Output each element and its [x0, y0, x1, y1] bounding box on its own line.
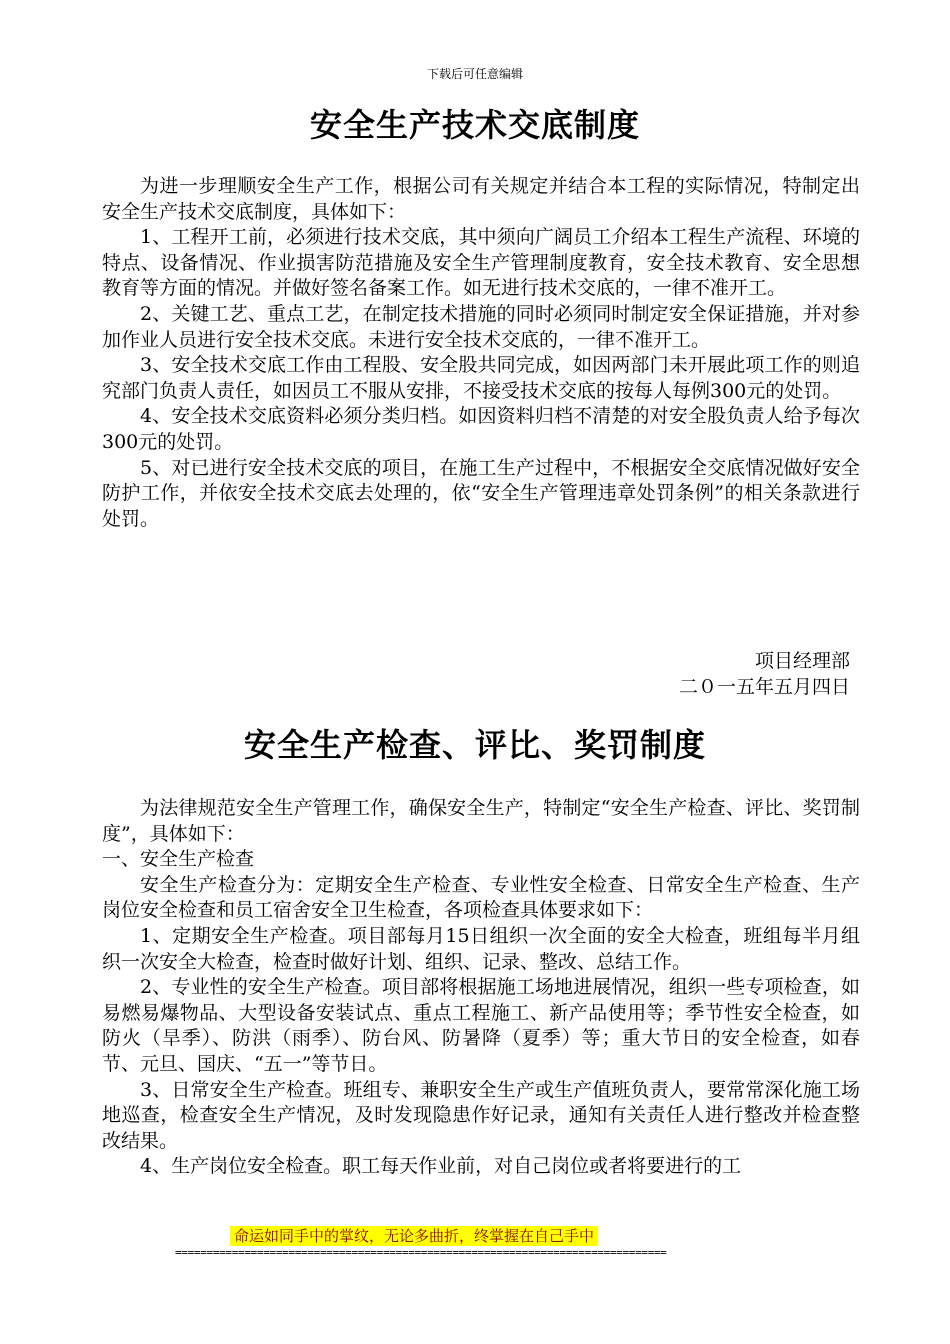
paragraph: 安全生产检查分为：定期安全生产检查、专业性安全检查、日常安全生产检查、生产岗位安全检查和员工宿舍安全卫生检查，各项检查具体要求如下：	[102, 873, 860, 922]
paragraph: 1、定期安全生产检查。项目部每月15日组织一次全面的安全大检查，班组每半月组织一次安全大检查，检查时做好计划、组织、记录、整改、总结工作。	[102, 924, 860, 973]
paragraph: 2、关键工艺、重点工艺，在制定技术措施的同时必须同时制定安全保证措施，并对参加作业人员进行安全技术交底。未进行安全技术交底的，一律不准开工。	[102, 302, 860, 351]
technical-briefing-body	[102, 174, 860, 532]
document-title-safety-inspection: 安全生产检查、评比、奖罚制度	[243, 726, 706, 764]
paragraph: 3、日常安全生产检查。班组专、兼职安全生产或生产值班负责人，要常常深化施工场地巡查，检查安全生产情况，及时发现隐患作好记录，通知有关责任人进行整改并检查整改结果。	[102, 1078, 860, 1152]
footer-motto: 命运如同手中的掌纹，无论多曲折，终掌握在自己手中	[230, 1226, 598, 1246]
paragraph: 1、工程开工前，必须进行技术交底，其中须向广阔员工介绍本工程生产流程、环境的特点、设备情况、作业损害防范措施及安全生产管理制度教育，安全技术教育、安全思想教育等方面的情况。并做好签名备案工作。如无进行技术交底的，一律不准开工。	[102, 226, 860, 300]
footer-divider: ==============================================================================	[175, 1246, 667, 1259]
paragraph: 4、安全技术交底资料必须分类归档。如因资料归档不清楚的对安全股负责人给予每次300元的处罚。	[102, 405, 860, 453]
paragraph: 3、安全技术交底工作由工程股、安全股共同完成，如因两部门未开展此项工作的则追究部门负责人责任，如因员工不服从安排，不接受技术交底的按每人每例300元的处罚。	[102, 354, 860, 402]
paragraph: 为法律规范安全生产管理工作，确保安全生产，特制定“安全生产检查、评比、奖罚制度”，具体如下：	[102, 797, 860, 845]
paragraph: 4、生产岗位安全检查。职工每天作业前，对自己岗位或者将要进行的工	[140, 1155, 742, 1178]
section-heading: 一、安全生产检查	[102, 848, 255, 871]
header-note: 下载后可任意编辑	[426, 67, 523, 81]
paragraph: 2、专业性的安全生产检查。项目部将根据施工场地进展情况，组织一些专项检查，如易燃易爆物品、大型设备安装试点、重点工程施工、新产品使用等；季节性安全检查，如防火（旱季）、防洪（雨季）、防台风、防暑降（夏季）等；重大节日的安全检查，如春节、元旦、国庆、“五一”等节日。	[102, 976, 860, 1075]
safety-inspection-body	[102, 796, 860, 1180]
signature-date: 二０一五年五月四日	[678, 676, 850, 698]
signature-block	[679, 648, 850, 700]
paragraph: 为进一步理顺安全生产工作，根据公司有关规定并结合本工程的实际情况，特制定出安全生产技术交底制度，具体如下：	[102, 175, 860, 223]
paragraph: 5、对已进行安全技术交底的项目，在施工生产过程中，不根据安全交底情况做好安全防护工作，并依安全技术交底去处理的，依“安全生产管理违章处罚条例”的相关条款进行处罚。	[102, 456, 860, 530]
signature-department: 项目经理部	[754, 650, 850, 672]
document-title-technical-briefing: 安全生产技术交底制度	[309, 106, 640, 144]
